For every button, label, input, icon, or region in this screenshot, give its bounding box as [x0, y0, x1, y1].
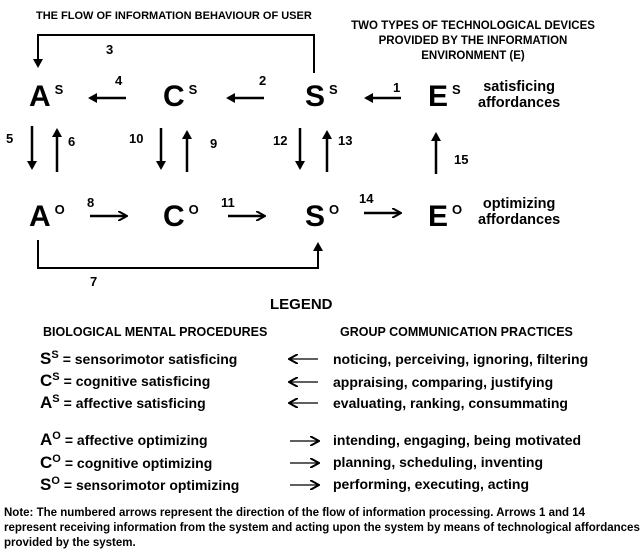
legend-label-text: = sensorimotor satisficing [62, 351, 238, 367]
legend-label-text: = sensorimotor optimizing [63, 477, 240, 493]
legend-sup: O [52, 453, 61, 465]
legend-letter: C [40, 453, 53, 472]
arrow-7 [38, 240, 318, 268]
affordance-line: optimizing [482, 196, 556, 212]
node-letter: A [29, 80, 51, 113]
arrow-number-5: 5 [6, 131, 14, 146]
legend-letter: S [40, 475, 52, 494]
node-letter: E [428, 200, 449, 233]
node-letter: C [163, 200, 185, 233]
node-sup: O [329, 202, 340, 217]
arrow-number-2: 2 [259, 73, 267, 88]
arrow-number-6: 6 [68, 134, 76, 149]
arrow-number-12: 12 [273, 133, 288, 148]
node-sup: S [188, 82, 198, 97]
legend-sup: S [52, 371, 60, 383]
arrow-number-13: 13 [338, 133, 353, 148]
legend-letter: C [40, 371, 53, 390]
arrow-number-10: 10 [129, 131, 144, 146]
arrow-number-15: 15 [454, 152, 469, 167]
arrow-number-9: 9 [210, 136, 218, 151]
legend-practice: noticing, perceiving, ignoring, filtering [333, 351, 589, 367]
legend-sup: O [51, 475, 60, 487]
legend-sup: O [52, 430, 61, 442]
node-sup: O [452, 202, 463, 217]
arrow-number-3: 3 [106, 42, 114, 57]
arrow-number-4: 4 [115, 73, 123, 88]
environment-title-line-2: PROVIDED BY THE INFORMATION [378, 35, 568, 47]
legend-label-text: = cognitive satisficing [63, 373, 211, 389]
affordance-line: affordances [478, 95, 561, 111]
legend-label-text: = affective satisficing [63, 395, 206, 411]
arrow-number-14: 14 [359, 191, 374, 206]
node-letter: E [428, 80, 449, 113]
arrow-number-11: 11 [221, 195, 235, 210]
node-letter: S [305, 200, 326, 233]
node-letter: A [29, 200, 51, 233]
arrow-3 [38, 35, 314, 73]
affordance-line: satisficing [483, 79, 555, 95]
node-sup: S [54, 82, 64, 97]
legend-letter: S [40, 349, 52, 368]
legend-right-header: GROUP COMMUNICATION PRACTICES [340, 325, 573, 339]
legend-sup: S [51, 349, 59, 361]
legend-sup: S [52, 393, 60, 405]
legend-practice: planning, scheduling, inventing [333, 454, 543, 470]
node-sup: O [188, 202, 199, 217]
legend-practice: appraising, comparing, justifying [333, 374, 554, 390]
legend-row-label [40, 393, 206, 413]
arrow-number-7: 7 [90, 274, 98, 289]
legend-label-text: = affective optimizing [64, 432, 208, 448]
legend-title: LEGEND [270, 296, 333, 313]
arrow-number-8: 8 [87, 195, 95, 210]
environment-title-line-1: TWO TYPES OF TECHNOLOGICAL DEVICES [351, 20, 595, 32]
legend-row-label [40, 371, 210, 391]
arrow-number-1: 1 [393, 80, 401, 95]
legend-practice: evaluating, ranking, consummating [333, 395, 568, 411]
node-sup: S [452, 82, 461, 97]
legend-practice: performing, executing, acting [333, 476, 530, 492]
legend-letter: A [40, 393, 53, 412]
legend-row-label [40, 349, 237, 369]
legend-left-header: BIOLOGICAL MENTAL PROCEDURES [43, 325, 268, 339]
legend-letter: A [40, 430, 53, 449]
legend-row-label [40, 453, 212, 473]
footnote: Note: The numbered arrows represent the direction of the flow of information processing. Arrows 1 and 14 represent receiving information from the system and acting upon the system by means of technological affordances provided by the system. [4, 507, 640, 549]
node-sup: O [54, 202, 65, 217]
legend-row-label [40, 475, 239, 495]
legend-row-label [40, 430, 208, 450]
environment-title-line-3: ENVIRONMENT (E) [421, 50, 525, 62]
legend-practice: intending, engaging, being motivated [333, 432, 582, 448]
diagram-title: THE FLOW OF INFORMATION BEHAVIOUR OF USER [36, 10, 312, 22]
node-letter: C [163, 80, 185, 113]
affordance-line: affordances [478, 212, 561, 228]
legend-label-text: = cognitive optimizing [64, 455, 213, 471]
node-sup: S [329, 82, 338, 97]
node-letter: S [305, 80, 326, 113]
